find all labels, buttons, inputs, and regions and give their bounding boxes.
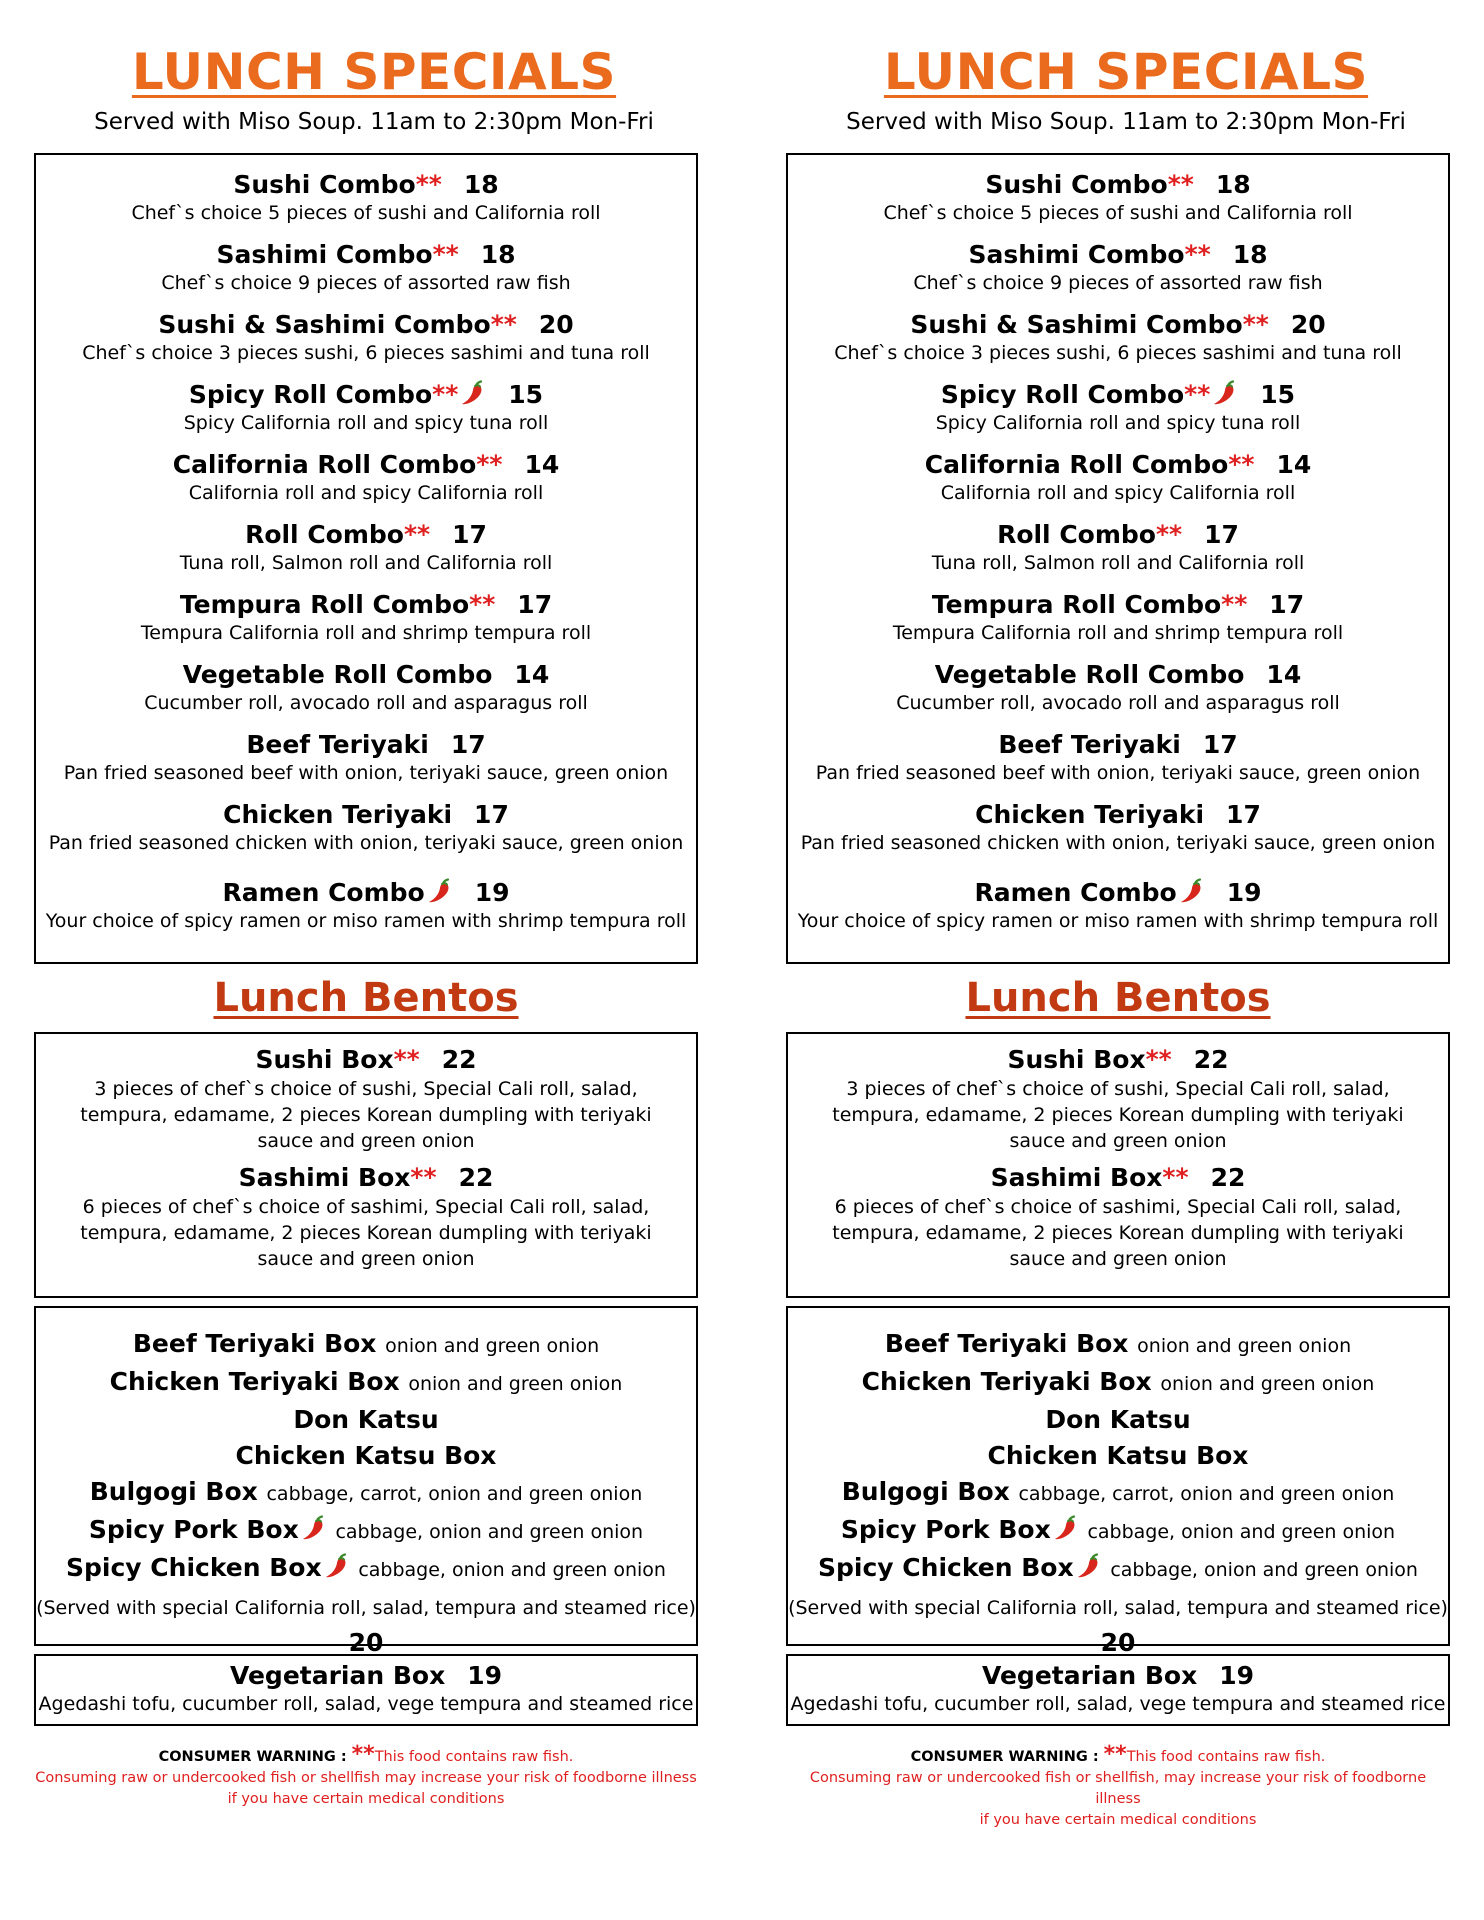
item-name: Spicy Chicken Box: [818, 1553, 1074, 1582]
item-name: California Roll Combo: [924, 450, 1229, 479]
menu-item: [36, 309, 696, 365]
item-price: 17: [1226, 800, 1261, 829]
raw-fish-marker: **: [351, 1742, 375, 1767]
item-name: Beef Teriyaki Box: [132, 1329, 377, 1358]
item-name: Sushi & Sashimi Combo: [158, 310, 491, 339]
item-price: 17: [452, 520, 487, 549]
item-name: Chicken Katsu Box: [987, 1441, 1249, 1470]
warning-line: if you have certain medical conditions: [227, 1791, 505, 1807]
chili-pepper-icon: [458, 379, 486, 407]
menu-item: [788, 169, 1448, 225]
menu-column-left: [34, 0, 714, 1807]
item-price: 14: [524, 450, 560, 479]
item-description: 3 pieces of chef`s choice of sushi, Special Cali roll, salad, tempura, edamame, 2 pieces Korean dumpling with teriyaki sauce and green onion: [832, 1078, 1404, 1152]
item-description: Your choice of spicy ramen or miso ramen with shrimp tempura roll: [45, 910, 687, 932]
item-price: 22: [441, 1045, 477, 1074]
item-name: Sashimi Combo: [216, 240, 433, 269]
menu-item: [36, 659, 696, 715]
menu-item: [36, 589, 696, 645]
box-item: [36, 1438, 696, 1474]
item-description: 6 pieces of chef`s choice of sashimi, Special Cali roll, salad, tempura, edamame, 2 pieces Korean dumpling with teriyaki sauce and green onion: [832, 1196, 1404, 1270]
warning-line: if you have certain medical conditions: [979, 1812, 1257, 1828]
menu-item: [788, 309, 1448, 365]
raw-fish-marker: **: [432, 380, 459, 409]
bentos-box: [34, 1032, 698, 1298]
item-price: 14: [1276, 450, 1312, 479]
box-item: [788, 1512, 1448, 1550]
item-description: 3 pieces of chef`s choice of sushi, Special Cali roll, salad, tempura, edamame, 2 pieces Korean dumpling with teriyaki sauce and green onion: [80, 1078, 652, 1152]
item-name: Chicken Teriyaki Box: [109, 1367, 400, 1396]
menu-item: [788, 799, 1448, 855]
raw-fish-marker: **: [1242, 310, 1269, 339]
box-item: [788, 1402, 1448, 1438]
menu-item: [36, 729, 696, 785]
lunch-bentos-title: Lunch Bentos: [965, 975, 1271, 1021]
item-price: 18: [480, 240, 516, 269]
item-price: 15: [1260, 380, 1296, 409]
item-description: California roll and spicy California roll: [188, 482, 544, 504]
raw-fish-marker: **: [415, 170, 442, 199]
item-description: cabbage, onion and green onion: [1110, 1559, 1418, 1581]
warning-colon: :: [1087, 1749, 1104, 1765]
item-name: Sashimi Box: [990, 1163, 1163, 1192]
consumer-warning: [786, 1744, 1450, 1831]
box-item: [788, 1550, 1448, 1588]
item-price: 17: [474, 800, 509, 829]
menu-item: [36, 799, 696, 855]
item-description: cabbage, onion and green onion: [335, 1521, 644, 1543]
item-price: 22: [1210, 1163, 1246, 1192]
item-price: 22: [458, 1163, 494, 1192]
item-description: cabbage, carrot, onion and green onion: [1018, 1483, 1395, 1505]
item-price: 17: [1202, 730, 1238, 759]
item-price: 19: [474, 878, 510, 907]
item-name: Sushi & Sashimi Combo: [910, 310, 1243, 339]
specials-box: [34, 153, 698, 964]
warning-label: CONSUMER WARNING: [910, 1749, 1088, 1765]
item-description: cabbage, onion and green onion: [358, 1559, 666, 1581]
item-description: Tuna roll, Salmon roll and California roll: [179, 552, 553, 574]
item-description: Chef`s choice 3 pieces sushi, 6 pieces sashimi and tuna roll: [834, 342, 1402, 364]
menu-item: [36, 1044, 696, 1154]
item-description: Agedashi tofu, cucumber roll, salad, vege tempura and steamed rice: [790, 1693, 1446, 1715]
boxes-price: 20: [1100, 1628, 1136, 1657]
raw-fish-marker: **: [393, 1045, 420, 1074]
bentos-box: [786, 1032, 1450, 1298]
item-description: onion and green onion: [408, 1373, 623, 1395]
item-description: Agedashi tofu, cucumber roll, salad, vege tempura and steamed rice: [38, 1693, 694, 1715]
item-description: Spicy California roll and spicy tuna roll: [935, 412, 1301, 434]
chili-pepper-icon: [1177, 877, 1205, 905]
item-description: Cucumber roll, avocado roll and asparagus roll: [896, 692, 1340, 714]
chili-pepper-icon: [299, 1514, 327, 1542]
menu-item: [36, 239, 696, 295]
item-name: Ramen Combo: [974, 878, 1177, 907]
item-price: 17: [1204, 520, 1239, 549]
menu-column-right: [786, 0, 1466, 1828]
chili-pepper-icon: [1051, 1514, 1079, 1542]
menu-item: [788, 659, 1448, 715]
item-price: 15: [508, 380, 544, 409]
item-description: onion and green onion: [385, 1335, 600, 1357]
boxes-box: [786, 1306, 1450, 1657]
menu-item: [36, 379, 696, 435]
item-name: Chicken Teriyaki: [975, 800, 1205, 829]
item-description: Chef`s choice 3 pieces sushi, 6 pieces sashimi and tuna roll: [82, 342, 650, 364]
lunch-specials-title: LUNCH SPECIALS: [883, 43, 1369, 101]
item-name: Don Katsu: [1045, 1405, 1191, 1434]
menu-item: [36, 877, 696, 933]
item-description: Pan fried seasoned beef with onion, teriyaki sauce, green onion: [63, 762, 669, 784]
warning-label: CONSUMER WARNING: [158, 1749, 336, 1765]
item-description: Chef`s choice 9 pieces of assorted raw fish: [913, 272, 1323, 294]
raw-fish-marker: **: [490, 310, 517, 339]
item-description: Pan fried seasoned chicken with onion, teriyaki sauce, green onion: [800, 832, 1436, 854]
boxes-price: 20: [348, 1628, 384, 1657]
item-description: onion and green onion: [1137, 1335, 1352, 1357]
item-description: Pan fried seasoned beef with onion, teriyaki sauce, green onion: [815, 762, 1421, 784]
chili-pepper-icon: [1210, 379, 1238, 407]
item-name: Sushi Combo: [985, 170, 1168, 199]
item-price: 20: [1290, 310, 1326, 339]
item-name: Chicken Teriyaki Box: [861, 1367, 1152, 1396]
lunch-bentos-title: Lunch Bentos: [213, 975, 519, 1021]
lunch-specials-title: LUNCH SPECIALS: [131, 43, 617, 101]
item-name: Ramen Combo: [222, 878, 425, 907]
item-description: Your choice of spicy ramen or miso ramen with shrimp tempura roll: [797, 910, 1439, 932]
box-item: [788, 1474, 1448, 1512]
item-price: 17: [517, 590, 553, 619]
item-description: 6 pieces of chef`s choice of sashimi, Special Cali roll, salad, tempura, edamame, 2 pieces Korean dumpling with teriyaki sauce and green onion: [80, 1196, 652, 1270]
item-price: 18: [1215, 170, 1251, 199]
consumer-warning: [34, 1744, 698, 1810]
warning-line: Consuming raw or undercooked fish or shellfish, may increase your risk of foodborne illness: [809, 1770, 1427, 1807]
item-description: Chef`s choice 9 pieces of assorted raw fish: [161, 272, 571, 294]
item-description: Chef`s choice 5 pieces of sushi and California roll: [883, 202, 1353, 224]
raw-fish-marker: **: [1145, 1045, 1172, 1074]
chili-pepper-icon: [322, 1552, 350, 1580]
item-name: Tempura Roll Combo: [179, 590, 470, 619]
item-name: Spicy Pork Box: [840, 1515, 1051, 1544]
item-name: Roll Combo: [245, 520, 404, 549]
item-name: California Roll Combo: [172, 450, 477, 479]
raw-fish-marker: **: [1103, 1742, 1127, 1767]
lunch-specials-subtitle: Served with Miso Soup. 11am to 2:30pm Mon-Fri: [94, 109, 654, 135]
menu-item: [788, 239, 1448, 295]
item-price: 18: [463, 170, 499, 199]
item-description: Chef`s choice 5 pieces of sushi and California roll: [131, 202, 601, 224]
item-price: 17: [1269, 590, 1305, 619]
item-name: Tempura Roll Combo: [931, 590, 1222, 619]
raw-fish-marker: **: [1167, 170, 1194, 199]
warning-raw-fish: This food contains raw fish.: [374, 1749, 574, 1765]
menu-item: [788, 589, 1448, 645]
raw-fish-marker: **: [469, 590, 496, 619]
menu-item: [788, 729, 1448, 785]
vegetarian-box: [34, 1654, 698, 1726]
menu-item: [36, 1162, 696, 1272]
raw-fish-marker: **: [1184, 240, 1211, 269]
item-price: 19: [1219, 1661, 1255, 1690]
item-price: 14: [514, 660, 550, 689]
item-price: 19: [467, 1661, 503, 1690]
box-item: [36, 1550, 696, 1588]
raw-fish-marker: **: [1221, 590, 1248, 619]
boxes-served-with: (Served with special California roll, salad, tempura and steamed rice): [788, 1597, 1448, 1619]
warning-line: Consuming raw or undercooked fish or shellfish may increase your risk of foodborne illness: [35, 1770, 697, 1786]
menu-item: [788, 1044, 1448, 1154]
raw-fish-marker: **: [476, 450, 503, 479]
item-description: Spicy California roll and spicy tuna roll: [183, 412, 549, 434]
menu-item: [788, 877, 1448, 933]
item-name: Don Katsu: [293, 1405, 439, 1434]
item-name: Vegetarian Box: [229, 1661, 446, 1690]
box-item: [36, 1326, 696, 1364]
item-price: 14: [1266, 660, 1302, 689]
item-description: Tuna roll, Salmon roll and California roll: [931, 552, 1305, 574]
item-name: Spicy Chicken Box: [66, 1553, 322, 1582]
raw-fish-marker: **: [403, 520, 431, 549]
item-description: California roll and spicy California roll: [940, 482, 1296, 504]
box-item: [788, 1326, 1448, 1364]
item-description: Pan fried seasoned chicken with onion, teriyaki sauce, green onion: [48, 832, 684, 854]
item-price: 20: [538, 310, 574, 339]
item-description: Tempura California roll and shrimp tempura roll: [892, 622, 1344, 644]
item-name: Spicy Roll Combo: [188, 380, 433, 409]
item-name: Chicken Katsu Box: [235, 1441, 497, 1470]
warning-colon: :: [335, 1749, 352, 1765]
warning-raw-fish: This food contains raw fish.: [1126, 1749, 1326, 1765]
item-name: Sashimi Combo: [968, 240, 1185, 269]
item-price: 22: [1193, 1045, 1229, 1074]
item-price: 19: [1226, 878, 1262, 907]
item-name: Vegetable Roll Combo: [934, 660, 1245, 689]
box-item: [36, 1364, 696, 1402]
box-item: [36, 1474, 696, 1512]
box-item: [788, 1364, 1448, 1402]
item-name: Beef Teriyaki Box: [884, 1329, 1129, 1358]
item-name: Spicy Pork Box: [88, 1515, 299, 1544]
raw-fish-marker: **: [1228, 450, 1255, 479]
raw-fish-marker: **: [432, 240, 459, 269]
item-price: 18: [1232, 240, 1268, 269]
menu-item: [36, 519, 696, 575]
menu-item: [788, 379, 1448, 435]
item-name: Bulgogi Box: [841, 1477, 1010, 1506]
item-price: 17: [450, 730, 486, 759]
item-name: Sushi Box: [1007, 1045, 1146, 1074]
vegetarian-box: [786, 1654, 1450, 1726]
box-item: [36, 1402, 696, 1438]
raw-fish-marker: **: [410, 1163, 437, 1192]
menu-item: [788, 449, 1448, 505]
item-description: cabbage, onion and green onion: [1087, 1521, 1396, 1543]
boxes-served-with: (Served with special California roll, salad, tempura and steamed rice): [36, 1597, 696, 1619]
item-description: Tempura California roll and shrimp tempura roll: [140, 622, 592, 644]
item-name: Chicken Teriyaki: [223, 800, 453, 829]
chili-pepper-icon: [425, 877, 453, 905]
lunch-specials-subtitle: Served with Miso Soup. 11am to 2:30pm Mon-Fri: [846, 109, 1406, 135]
raw-fish-marker: **: [1162, 1163, 1189, 1192]
item-name: Sushi Box: [255, 1045, 394, 1074]
box-item: [788, 1438, 1448, 1474]
item-description: Cucumber roll, avocado roll and asparagus roll: [144, 692, 588, 714]
item-name: Vegetable Roll Combo: [182, 660, 493, 689]
item-name: Sashimi Box: [238, 1163, 411, 1192]
item-name: Bulgogi Box: [89, 1477, 258, 1506]
menu-item: [36, 449, 696, 505]
menu-item: [36, 169, 696, 225]
item-description: onion and green onion: [1160, 1373, 1375, 1395]
box-item: [36, 1512, 696, 1550]
menu-item: [788, 519, 1448, 575]
menu-item: [788, 1162, 1448, 1272]
item-name: Vegetarian Box: [981, 1661, 1198, 1690]
chili-pepper-icon: [1074, 1552, 1102, 1580]
raw-fish-marker: **: [1155, 520, 1183, 549]
item-name: Roll Combo: [997, 520, 1156, 549]
boxes-box: [34, 1306, 698, 1657]
item-name: Spicy Roll Combo: [940, 380, 1185, 409]
item-name: Beef Teriyaki: [998, 730, 1181, 759]
item-name: Beef Teriyaki: [246, 730, 429, 759]
item-description: cabbage, carrot, onion and green onion: [266, 1483, 643, 1505]
specials-box: [786, 153, 1450, 964]
item-name: Sushi Combo: [233, 170, 416, 199]
raw-fish-marker: **: [1184, 380, 1211, 409]
